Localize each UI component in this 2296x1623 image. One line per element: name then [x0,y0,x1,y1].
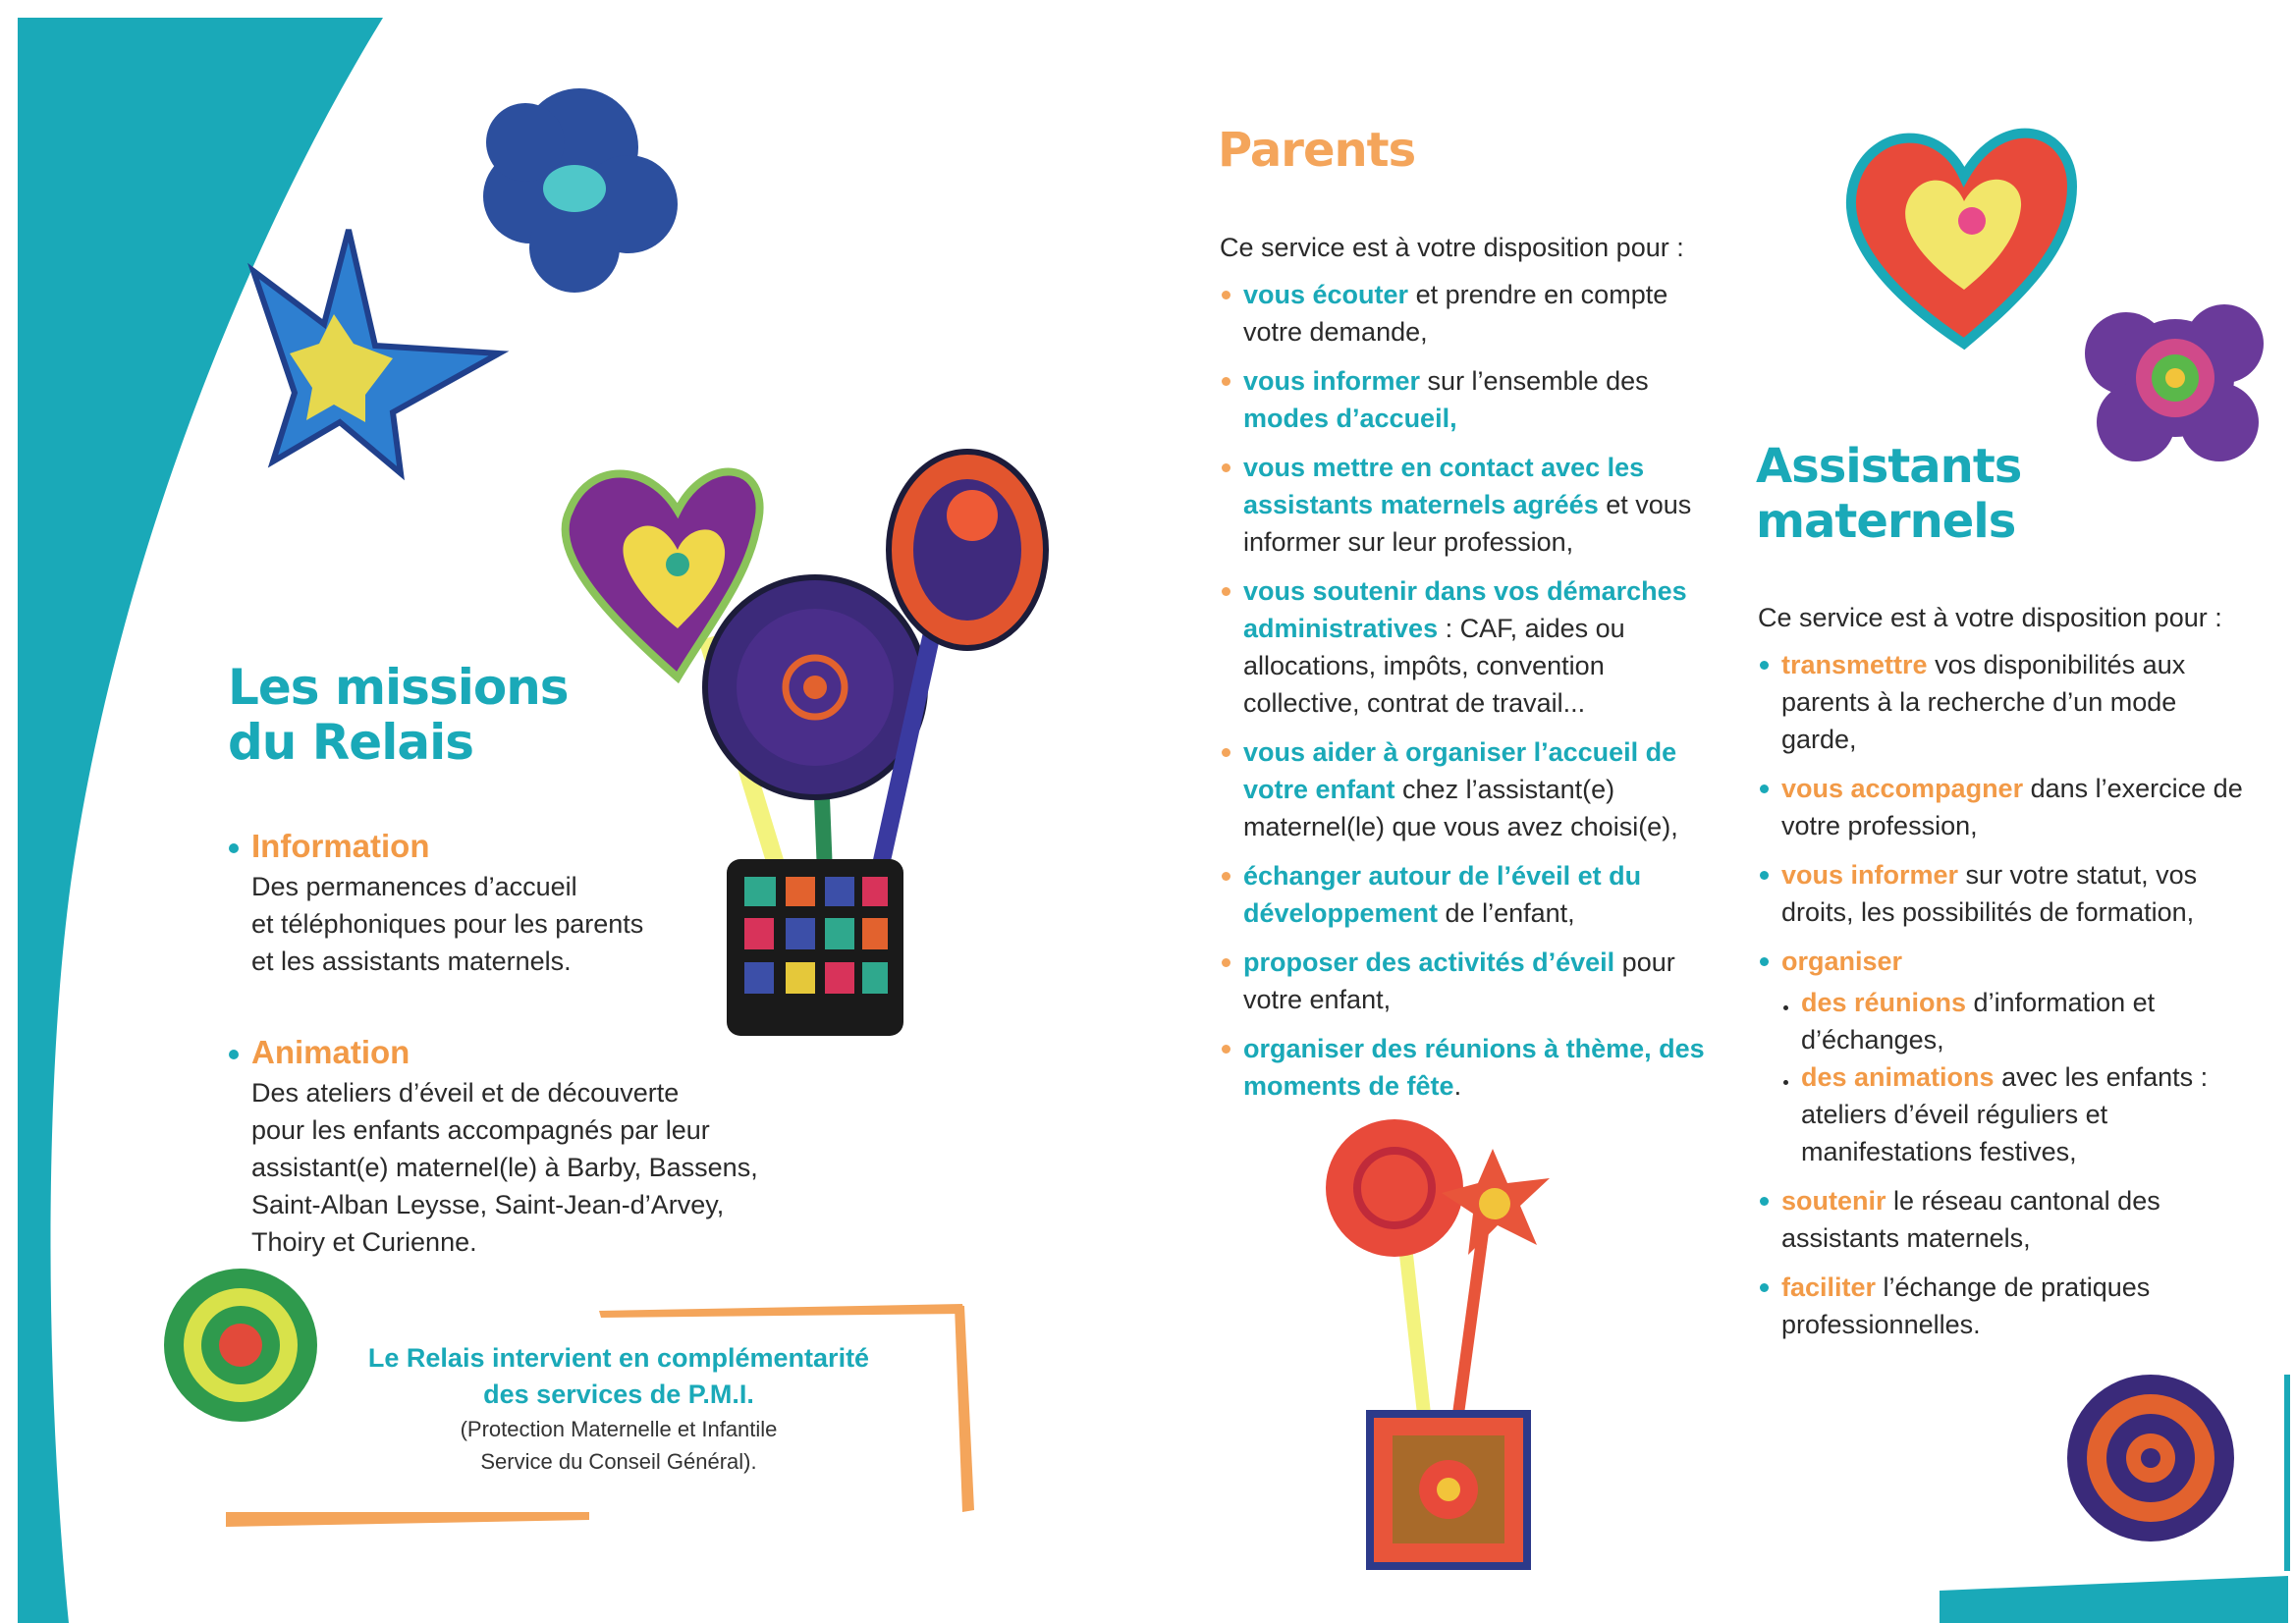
parents-item-text: . [1453,1071,1462,1101]
assistants-sub-strong: des réunions [1801,988,1967,1017]
assistants-sub-item [1781,1058,2249,1170]
parents-item [1220,1030,1711,1105]
parents-item-text: pour votre enfant, [1243,947,1675,1014]
blue-flower-drawing [483,88,678,293]
animation-line: Des ateliers d’éveil et de découverte [251,1078,680,1108]
assistants-item [1758,646,2249,758]
parents-item-strong: modes d’accueil, [1243,404,1457,433]
parents-item [1220,276,1711,351]
parents-item-text: sur l’ensemble des [1420,366,1649,396]
pmi-note-line4: Service du Conseil Général). [480,1449,757,1474]
assistants-title [1756,439,2021,549]
parents-item-text: de l’enfant, [1438,898,1575,928]
assistants-item-strong: vous accompagner [1781,774,2024,803]
parents-intro: Ce service est à votre disposition pour : [1220,233,1684,262]
parents-item [1220,449,1711,561]
missions-title [228,660,569,770]
assistants-item-strong: organiser [1781,947,1903,976]
assistants-item-strong: vous informer [1781,860,1959,890]
assistants-item [1758,1269,2249,1343]
animation-heading: Animation [226,1033,776,1072]
assistants-item [1758,943,2249,1170]
missions-title-line2: du Relais [228,714,473,771]
red-heart-drawing [1851,134,2072,344]
parents-item-strong: échanger autour de l’éveil et du développement [1243,861,1642,928]
parents-item [1220,857,1711,932]
assistants-item [1758,770,2249,844]
purple-flower-drawing [2085,304,2264,461]
teal-corner-strip [1940,1576,2288,1623]
assistants-item [1758,1182,2249,1257]
parents-item-text: : CAF, aides ou allocations, impôts, convention collective, contrat de travail... [1243,614,1625,718]
animation-text [226,1074,776,1261]
parents-item-strong: vous informer [1243,366,1421,396]
information-line: Des permanences d’accueil [251,872,577,901]
parents-item [1220,733,1711,845]
assistants-item-text: le réseau cantonal des assistants maternels, [1781,1186,2160,1253]
pmi-note-line1: Le Relais intervient en complémentarité [367,1343,870,1373]
assistants-sub-text: avec les enfants : ateliers d’éveil réguliers et manifestations festives, [1801,1062,2209,1166]
information-line: et les assistants maternels. [251,947,572,976]
parents-item-text: et prendre en compte votre demande, [1243,280,1668,347]
assistants-sub-item [1781,984,2249,1058]
animation-line: pour les enfants accompagnés par leur [251,1115,710,1145]
pmi-note-line2: des services de P.M.I. [483,1380,754,1409]
assistants-item-strong: faciliter [1781,1272,1877,1302]
assistants-item-text: dans l’exercice de votre profession, [1781,774,2243,840]
assistants-item-text: vos disponibilités aux parents à la recherche d’un mode garde, [1781,650,2186,754]
assistants-title-line2: maternels [1756,494,2016,549]
pmi-note [324,1340,913,1478]
assistants-item-text: l’échange de pratiques professionnelles. [1781,1272,2151,1339]
star-drawing [253,230,499,473]
parents-item-strong: vous aider à organiser l’accueil de votre enfant [1243,737,1677,804]
parents-item [1220,572,1711,722]
assistants-section [1758,599,2249,1355]
assistants-item-strong: transmettre [1781,650,1928,679]
parents-item-strong: vous écouter [1243,280,1409,309]
animation-section [226,1033,776,1261]
parents-item-strong: vous soutenir dans vos démarches administratives [1243,576,1687,643]
parents-title: Parents [1218,123,1416,178]
parents-item [1220,362,1711,437]
purple-spiral-drawing [2067,1375,2234,1542]
animation-line: Saint-Alban Leysse, Saint-Jean-d’Arvey, [251,1190,725,1219]
assistants-title-line1: Assistants [1756,439,2022,494]
information-heading: Information [226,827,737,866]
parents-item-strong: vous mettre en contact avec les assistants maternels agréés [1243,453,1645,519]
assistants-item-text: sur votre statut, vos droits, les possibilités de formation, [1781,860,2198,927]
parents-item [1220,944,1711,1018]
information-section [226,827,737,980]
missions-title-line1: Les missions [228,659,569,716]
assistants-sub-strong: des animations [1801,1062,1995,1092]
parents-item-text: chez l’assistant(e) maternel(le) que vous avez choisi(e), [1243,775,1678,841]
animation-line: Thoiry et Curienne. [251,1227,477,1257]
assistants-intro: Ce service est à votre disposition pour : [1758,603,2222,632]
assistants-item [1758,856,2249,931]
mosaic-pot-drawing [727,859,903,1036]
green-spiral-drawing [164,1269,317,1422]
parents-item-text: et vous informer sur leur profession, [1243,490,1692,557]
parents-item-strong: proposer des activités d’éveil [1243,947,1615,977]
information-line: et téléphoniques pour les parents [251,909,644,939]
pmi-note-line3: (Protection Maternelle et Infantile [460,1417,778,1441]
information-text [226,868,737,980]
parents-section [1220,229,1711,1116]
center-lollipops-drawing [1326,1119,1550,1566]
parents-item-strong: organiser des réunions à thème, des moments de fête [1243,1034,1705,1101]
teal-edge-line [2284,1375,2290,1571]
assistants-sub-text: d’information et d’échanges, [1801,988,2156,1055]
animation-line: assistant(e) maternel(le) à Barby, Bassens, [251,1153,758,1182]
assistants-item-strong: soutenir [1781,1186,1886,1216]
